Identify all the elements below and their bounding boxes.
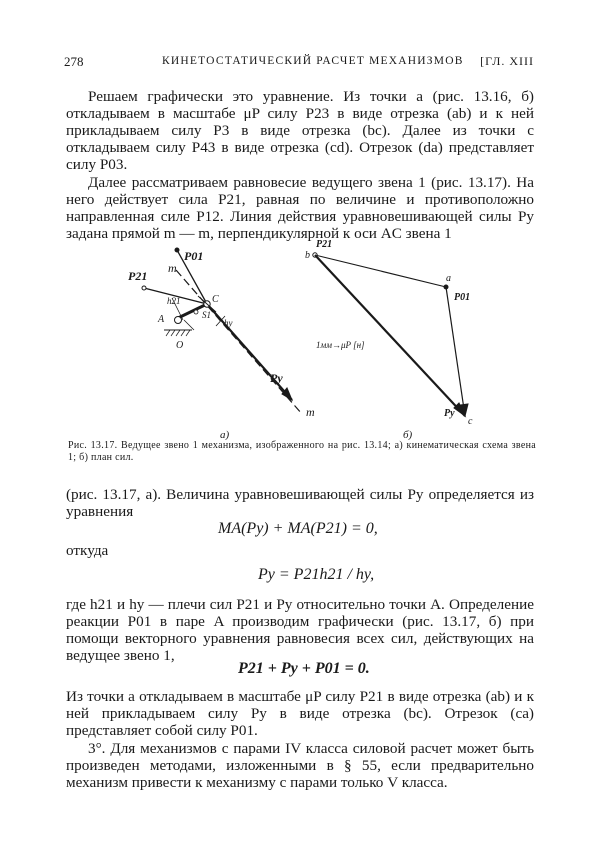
paragraph-3b: откуда bbox=[66, 542, 109, 559]
equation-py: Py = P21h21 / hy, bbox=[258, 566, 375, 583]
running-header bbox=[64, 54, 534, 74]
label-h21: h21 bbox=[167, 296, 181, 306]
label-o: O bbox=[176, 340, 184, 351]
label-hy: hy bbox=[224, 318, 233, 328]
vector-p01 bbox=[446, 287, 465, 416]
label-p01: P01 bbox=[184, 249, 204, 263]
plan-label-p01: P01 bbox=[454, 292, 471, 303]
force-py bbox=[207, 304, 292, 400]
figure-13-17 bbox=[110, 238, 530, 440]
panel-b-label: б) bbox=[403, 429, 413, 440]
equation-vector: P21 + Py + P01 = 0. bbox=[238, 660, 370, 677]
label-py: Py bbox=[270, 371, 283, 385]
vector-p21 bbox=[315, 255, 446, 287]
label-m-bottom: m bbox=[306, 405, 315, 419]
kinematic-scheme bbox=[142, 248, 302, 414]
panel-a-label: а) bbox=[220, 429, 230, 440]
chapter-label: [ГЛ. XIII bbox=[480, 54, 534, 68]
paragraph-3: (рис. 13.17, а). Величина уравновешивающей силы Py определяется из уравнения bbox=[66, 486, 534, 520]
paragraph-2: Далее рассматриваем равновесие ведущего звена 1 (рис. 13.17). На него действует сила P21, равная по величине и противоположно направленная силе P12. Линия действия уравновешивающей силы Py задана прямой m — m, перпендикулярной к оси AC звена 1 bbox=[66, 174, 534, 242]
plan-label-p21: P21 bbox=[316, 239, 333, 250]
label-p21: P21 bbox=[128, 269, 148, 283]
plan-label-py: Py bbox=[444, 408, 455, 419]
plan-labels bbox=[305, 239, 473, 440]
paragraph-6: 3°. Для механизмов с парами IV класса силовой расчет может быть произведен методами, изложенными в § 55, если предварительно механизм привести к механизму с парами только V класса. bbox=[66, 740, 534, 791]
plan-label-c: c bbox=[468, 416, 473, 427]
label-m-top: m bbox=[168, 261, 177, 275]
scheme-labels bbox=[128, 249, 315, 440]
label-a: A bbox=[158, 314, 165, 325]
force-plan bbox=[313, 253, 471, 416]
label-c: C bbox=[212, 294, 219, 305]
label-s1: S1 bbox=[202, 310, 211, 320]
plan-label-b: b bbox=[305, 250, 310, 261]
plan-scale: 1мм→μP [н] bbox=[316, 340, 365, 350]
equation-moment: MA(Py) + MA(P21) = 0, bbox=[218, 520, 378, 537]
paragraph-5: Из точки a откладываем в масштабе μP силу P21 в виде отрезка (ab) и к ней прикладываем силу Py в виде отрезка (bc). Отрезок (ca) представляет собой силу P01. bbox=[66, 688, 534, 739]
figure-caption: Рис. 13.17. Ведущее звено 1 механизма, изображенного на рис. 13.14; а) кинематическая схема звена 1; б) план сил. bbox=[68, 440, 536, 463]
running-title: КИНЕТОСТАТИЧЕСКИЙ РАСЧЕТ МЕХАНИЗМОВ bbox=[162, 55, 464, 67]
page-number: 278 bbox=[64, 54, 84, 69]
vector-py bbox=[315, 255, 465, 416]
paragraph-1: Решаем графически это уравнение. Из точки a (рис. 13.16, б) откладываем в масштабе μP силу P23 в виде отрезка (ab) и к ней прикладываем силу P3 в виде отрезка (bc). Далее из точки c откладываем силу P43 в виде отрезка (cd). Отрезок (da) представляет силу P03. bbox=[66, 88, 534, 173]
paragraph-4: где h21 и hy — плечи сил P21 и Py относительно точки A. Определение реакции P01 в паре A производим графически (рис. 13.17, б) при помощи векторного уравнения равновесия всех сил, действующих на ведущее звено 1, bbox=[66, 596, 534, 664]
plan-label-a: a bbox=[446, 273, 451, 284]
